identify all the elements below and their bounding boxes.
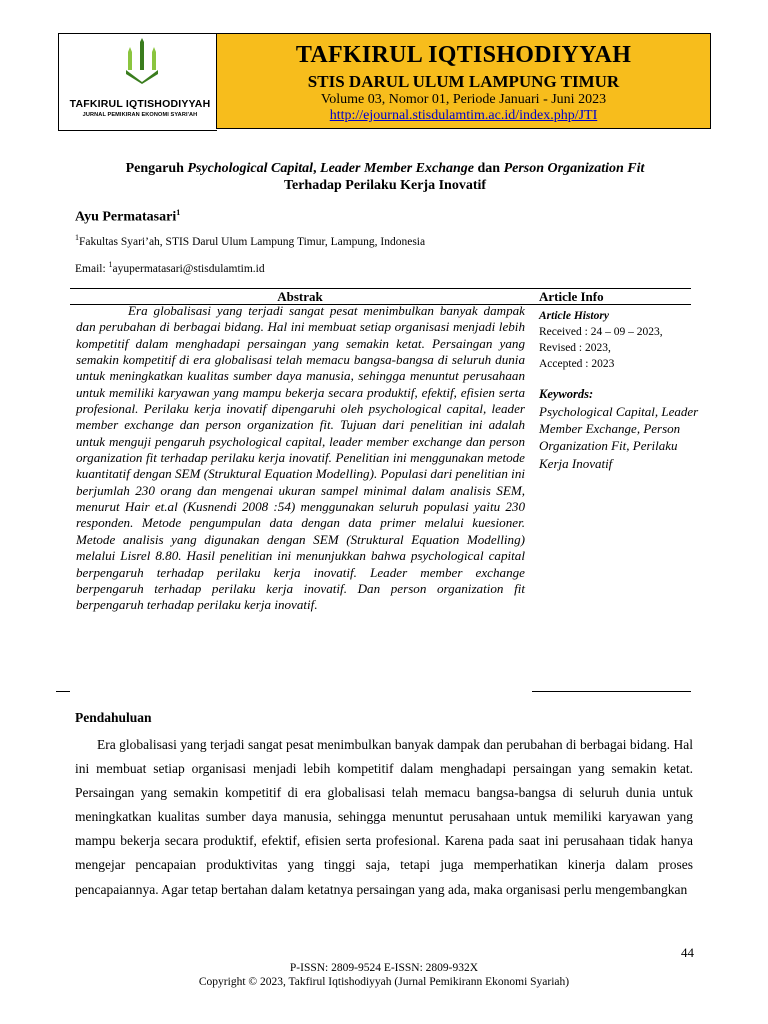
accepted-date: Accepted : 2023 bbox=[539, 358, 615, 370]
email-address: ayupermatasari@stisdulamtim.id bbox=[112, 262, 265, 275]
title-part: Pengaruh bbox=[125, 161, 188, 176]
journal-title: TAFKIRUL IQTISHODIYYAH bbox=[295, 42, 632, 68]
article-history-label: Article History bbox=[539, 310, 609, 322]
abstract-bottom-mark bbox=[56, 691, 70, 692]
journal-header-band bbox=[216, 33, 711, 129]
author-email bbox=[75, 260, 265, 275]
introduction-text: Era globalisasi yang terjadi sangat pesat menimbulkan banyak dampak dan perubahan di berbagai bidang. Hal ini membuat setiap organisasi menjadi lebih kompetitif dalam menghadapi persaingan yang semakin ketat. Persaingan yang semakin kompetitif di era globalisasi telah memacu bangsa-bangsa di seluruh dunia untuk meningkatkan kualitas sumber daya manusia, sehingga menuntut perusahaan untuk memiliki karyawan yang mampu bekerja secara produktif, efektif, efisien serta profesional. Karena pada saat ini perusahaan tidak hanya mengejar pencapaian produktivitas yang tinggi saja, tetapi juga memperhatikan kinerja dalam proses pencapaiannya. Agar tetap bertahan dalam ketatnya persaingan yang ada, maka organisasi perlu mengembangkan bbox=[75, 737, 693, 897]
copyright-line: Copyright © 2023, Takfirul Iqtishodiyyah (Jurnal Pemikirann Ekonomi Syariah) bbox=[198, 976, 570, 988]
author-affiliation bbox=[75, 233, 425, 248]
abstract-text: Era globalisasi yang terjadi sangat pesat menimbulkan banyak dampak dan perubahan di berbagai bidang. Hal ini membuat setiap organisasi menjadi lebih kompetitif dalam menghadapi persaingan yang semakin ketat. Persaingan yang semakin kompetitif di era globalisasi telah memacu bangsa-bangsa di seluruh dunia untuk meningkatkan kualitas sumber daya manusia, sehingga menuntut perusahaan untuk memiliki karyawan yang mampu bekerja secara produktif, efektif, efisien serta profesional. Perilaku kerja inovatif dipengaruhi oleh psychological capital, leader member exchange dan person organization fit. Tujuan dari penelitian ini adalah untuk menguji pengaruh psychological capital, leader member exchange dan person organization fit terhadap perilaku kerja inovatif. Penelitian ini menggunakan metode kuantitatif dengan SEM (Struktural Equation Modelling). Populasi dari penelitian ini berjumlah 230 orang dan mengenai ukuran sampel minimal dalam analisis SEM, menurut Hair et.al (Kusnendi 2008 :54) menggunakan seluruh populasi yaitu 230 responden. Metode pengumpulan data dengan data primer melalui kuesioner. Metode analisis yang digunakan dengan SEM (Struktural Equation Modelling) melalui Lisrel 8.80. Hasil penelitian ini menunjukkan bahwa psychological capital berpengaruh terhadap perilaku kerja inovatif. Leader member exchange berpengaruh terhadap perilaku kerja inovatif. Dan person organization fit berpengaruh terhadap perilaku kerja inovatif. bbox=[76, 303, 525, 613]
title-line-2: Terhadap Perilaku Kerja Inovatif bbox=[283, 178, 487, 193]
issn-line: P-ISSN: 2809-9524 E-ISSN: 2809-932X bbox=[289, 962, 479, 974]
abstract-heading: Abstrak bbox=[277, 289, 323, 304]
journal-institution: STIS DARUL ULUM LAMPUNG TIMUR bbox=[307, 72, 620, 91]
introduction-heading: Pendahuluan bbox=[75, 710, 152, 725]
journal-volume: Volume 03, Nomor 01, Periode Januari - Juni 2023 bbox=[320, 92, 607, 107]
paper-title bbox=[70, 160, 700, 194]
logo-wordmark: TAFKIRUL IQTISHODIYYAH bbox=[69, 98, 211, 110]
keywords-label: Keywords: bbox=[539, 387, 594, 401]
email-label: Email: bbox=[75, 262, 109, 275]
logo-subtitle: JURNAL PEMIKIRAN EKONOMI SYARI'AH bbox=[82, 112, 198, 118]
title-part: Psychological Capital bbox=[187, 161, 314, 176]
affiliation-sup: 1 bbox=[75, 233, 79, 242]
article-info-heading: Article Info bbox=[539, 289, 604, 304]
author-name bbox=[75, 208, 180, 226]
journal-logo-icon bbox=[124, 38, 160, 84]
journal-url-link[interactable]: http://ejournal.stisdulamtim.ac.id/index.php/JTI bbox=[329, 108, 598, 123]
title-part: , bbox=[313, 161, 321, 176]
title-part: Person Organization Fit bbox=[503, 161, 645, 176]
email-sup: 1 bbox=[108, 260, 113, 269]
info-bottom-rule bbox=[532, 691, 691, 692]
title-part: dan bbox=[474, 161, 504, 176]
revised-date: Revised : 2023, bbox=[539, 342, 611, 354]
keywords-text: Psychological Capital, Leader Member Exchange, Person Organization Fit, Perilaku Kerja Inovatif bbox=[539, 404, 699, 471]
author-sup: 1 bbox=[176, 208, 181, 217]
affiliation-text: Fakultas Syari’ah, STIS Darul Ulum Lampung Timur, Lampung, Indonesia bbox=[79, 235, 426, 248]
received-date: Received : 24 – 09 – 2023, bbox=[539, 326, 663, 338]
title-part: Leader Member Exchange bbox=[320, 161, 475, 176]
author-text: Ayu Permatasari bbox=[75, 209, 177, 225]
page-number: 44 bbox=[681, 945, 694, 960]
